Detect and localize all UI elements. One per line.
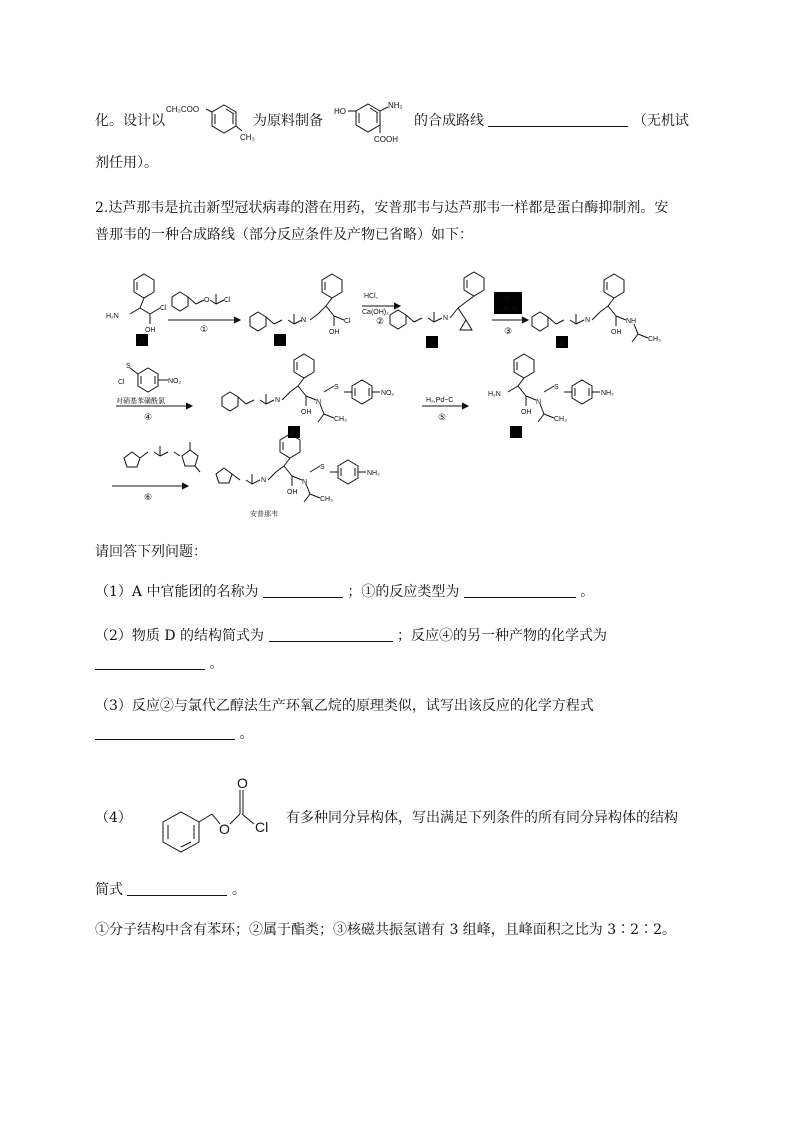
atom-g-nh2: NH₂ xyxy=(601,390,614,397)
atom-p-ch3: CH₃ xyxy=(320,496,333,503)
atom-c-n: N xyxy=(443,315,449,322)
atom-b-n: N xyxy=(301,317,307,324)
prompt-line xyxy=(95,542,207,562)
q4-conditions-text: ①分子结构中含有苯环；②属于酯类；③核磁共振氢谱有 3 组峰，且峰面积之比为 3∶2∶2。 xyxy=(95,922,676,938)
atom-e-nh: NH xyxy=(626,318,637,325)
atom-g-h2n: H₂N xyxy=(488,391,501,398)
atom-b-cl: Cl xyxy=(344,318,351,325)
product-name: 安普那韦 xyxy=(250,511,278,518)
reactant-ester-label: CH₃COO xyxy=(166,105,200,114)
step-1: ① xyxy=(200,324,209,334)
label-e: E xyxy=(559,338,566,348)
q2-text-c: 。 xyxy=(209,656,224,672)
synthesis-scheme xyxy=(100,268,680,518)
atom-e-n: N xyxy=(585,317,591,324)
p1-text-a: 化。设计以 xyxy=(95,113,165,129)
atom-f-n1: N xyxy=(275,397,281,404)
atom-g-n: N xyxy=(536,399,542,406)
step-4: ④ xyxy=(144,412,153,422)
atom-r4-s: S xyxy=(126,363,131,370)
p2-line2 xyxy=(95,225,473,245)
atom-g-oh: OH xyxy=(521,409,532,416)
reagent-2b: Ca(OH)₂ xyxy=(362,309,389,316)
q3-line2 xyxy=(95,724,253,744)
atom-p-oh: OH xyxy=(287,489,298,496)
reactant-structure xyxy=(166,100,262,146)
step-6: ⑥ xyxy=(144,492,153,502)
label-c: C xyxy=(429,338,436,348)
p1-text-line2: 剂任用）。 xyxy=(95,155,158,171)
q4-line2 xyxy=(95,880,246,900)
q4-mol-o-top: O xyxy=(237,775,248,791)
label-b: B xyxy=(277,336,284,346)
atom-a-cl: Cl xyxy=(160,305,167,312)
label-a: A xyxy=(139,336,146,346)
atom-r4-no2: NO₂ xyxy=(168,378,182,385)
reagent-2a: HCl、 xyxy=(364,293,383,300)
atom-a-oh: OH xyxy=(145,327,156,334)
reagent-3a: D xyxy=(505,296,511,303)
q2-text-b: ；反应④的另一种产物的化学式为 xyxy=(396,628,607,644)
q1-blank-1[interactable] xyxy=(263,583,343,598)
benzyl-chloroformate-structure xyxy=(138,772,278,862)
q1-text-c: 。 xyxy=(580,584,595,600)
reactant-methyl-label: CH₃ xyxy=(240,133,255,142)
q4-mol-o: O xyxy=(219,821,230,837)
p1-text-b: 为原料制备 xyxy=(253,113,323,129)
atom-e-oh: OH xyxy=(611,329,622,336)
reagent-5: H₂,Pd−C xyxy=(426,397,454,404)
q2-text-a: （2）物质 D 的结构简式为 xyxy=(95,628,265,644)
q2-blank-1[interactable] xyxy=(269,627,393,642)
q4-text-d: 。 xyxy=(231,882,246,898)
q2-blank-2[interactable] xyxy=(95,655,205,670)
product-cooh-label: COOH xyxy=(374,135,398,144)
q1-line xyxy=(95,582,594,602)
q3-blank[interactable] xyxy=(95,725,235,740)
p2-text-line2: 普那韦的一种合成路线（部分反应条件及产物已省略）如下： xyxy=(95,227,473,243)
prompt-text: 请回答下列问题： xyxy=(95,544,207,560)
product-ho-label: HO xyxy=(334,107,346,116)
p1-line1 xyxy=(95,111,165,131)
atom-g-ch3: CH₃ xyxy=(554,416,567,423)
label-f: F xyxy=(291,428,297,438)
step-2: ② xyxy=(376,316,385,326)
q4-text-b: 有多种同分异构体，写出满足下列条件的所有同分异构体的结构 xyxy=(286,810,678,826)
reagent-3b: (C₄H₁₁N) xyxy=(495,307,519,313)
atom-r1-cl: Cl xyxy=(224,297,231,304)
q3-line1 xyxy=(95,696,594,716)
step-3: ③ xyxy=(504,326,513,336)
p2-line1 xyxy=(95,198,668,218)
atom-p-n1: N xyxy=(261,477,267,484)
p1-answer-blank[interactable] xyxy=(488,112,628,127)
p1-text-c: 的合成路线 xyxy=(414,113,484,129)
p2-text-line1: 2.达芦那韦是抗击新型冠状病毒的潜在用药，安普那韦与达芦那韦一样都是蛋白酶抑制剂。安 xyxy=(95,200,669,216)
reagent-4: 对硝基苯磺酰氯 xyxy=(116,398,165,405)
q4-blank[interactable] xyxy=(127,881,227,896)
atom-p-s: S xyxy=(320,464,325,471)
atom-r1-o: O xyxy=(204,297,210,304)
p1-text-d: （无机试 xyxy=(632,113,689,129)
atom-f-s: S xyxy=(334,384,339,391)
q3-text-a: （3）反应②与氯代乙醇法生产环氧乙烷的原理类似，试写出该反应的化学方程式 xyxy=(95,698,594,714)
atom-f-ch3: CH₃ xyxy=(334,416,347,423)
q4-line1 xyxy=(95,808,132,828)
atom-f-oh: OH xyxy=(301,409,312,416)
q1-blank-2[interactable] xyxy=(464,583,576,598)
q2-line1 xyxy=(95,626,607,646)
q1-text-b: ；①的反应类型为 xyxy=(347,584,460,600)
p1-line1c xyxy=(414,111,689,131)
q4-text-a: （4） xyxy=(95,810,132,826)
atom-a-h2n: H₂N xyxy=(106,313,119,320)
q4-line1b xyxy=(286,808,678,828)
q4-text-c: 简式 xyxy=(95,882,123,898)
p1-line1b xyxy=(253,111,323,131)
atom-f-no2: NO₂ xyxy=(381,390,395,397)
atom-p-n2: N xyxy=(302,479,308,486)
atom-b-oh: OH xyxy=(329,329,340,336)
atom-p-nh2: NH₂ xyxy=(367,470,380,477)
q4-mol-cl: Cl xyxy=(255,819,269,835)
atom-e-ch3: CH₃ xyxy=(648,336,661,343)
step-5: ⑤ xyxy=(438,412,447,422)
label-g: G xyxy=(513,428,521,438)
atom-r4-cl: Cl xyxy=(118,379,125,386)
product-nh2-label: NH₂ xyxy=(388,101,403,110)
q1-text-a: （1）A 中官能团的名称为 xyxy=(95,584,259,600)
product-structure xyxy=(334,96,418,146)
q3-text-b: 。 xyxy=(239,726,254,742)
atom-g-s: S xyxy=(554,384,559,391)
atom-f-n2: N xyxy=(316,399,322,406)
q2-line2 xyxy=(95,654,223,674)
p1-line2 xyxy=(95,153,158,173)
q4-conditions xyxy=(95,920,676,940)
